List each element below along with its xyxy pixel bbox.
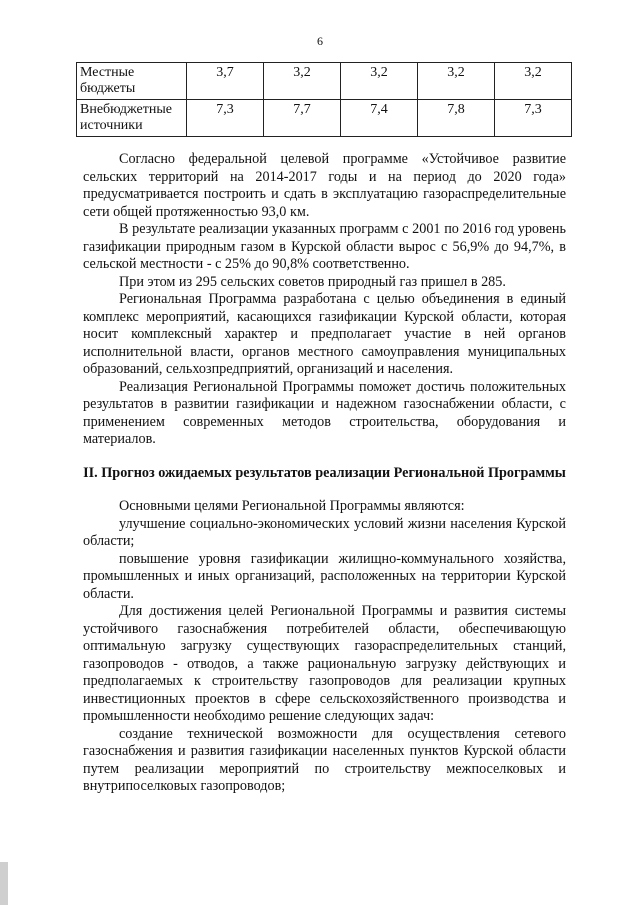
paragraph: При этом из 295 сельских советов природный газ пришел в 285. bbox=[119, 273, 506, 290]
paragraph: В результате реализации указанных программ с 2001 по 2016 год уровень газификации природным газом в Курской области вырос с 56,9% до 94,7%, в сельской местности - с 25% до 90,8% соответственно. bbox=[83, 221, 566, 272]
table-cell: 3,7 bbox=[187, 63, 264, 100]
table-row bbox=[77, 63, 572, 100]
table-cell: 3,2 bbox=[264, 63, 341, 100]
row-label: Внебюджетные источники bbox=[77, 100, 187, 137]
paragraph: Согласно федеральной целевой программе «Устойчивое развитие сельских территорий на 2014-2017 годы и на период до 2020 года» предусматривается построить и сдать в эксплуатацию газораспределительные сети общей протяженностью 93,0 км. bbox=[83, 151, 566, 220]
table-cell: 3,2 bbox=[495, 63, 572, 100]
paragraph: Региональная Программа разработана с целью объединения в единый комплекс мероприятий, касающихся газификации Курской области, которая носит комплексный характер и предполагает участие в ней органов исполнительной власти, органов местного самоуправления муниципальных образований, сельхозпредприятий, организаций и населения. bbox=[83, 291, 566, 377]
page-number: 6 bbox=[317, 34, 323, 48]
table-cell: 7,7 bbox=[264, 100, 341, 137]
table-cell: 3,2 bbox=[418, 63, 495, 100]
section-heading: II. Прогноз ожидаемых результатов реализации Региональной Программы bbox=[83, 464, 566, 481]
paragraph: создание технической возможности для осуществления сетевого газоснабжения и развития газификации населенных пунктов Курской области путем реализации мероприятий по строительству межпоселковых и внутрипоселковых газопроводов; bbox=[83, 725, 566, 794]
table-cell: 7,8 bbox=[418, 100, 495, 137]
table-cell: 7,4 bbox=[341, 100, 418, 137]
funding-table bbox=[76, 62, 572, 137]
paragraph: Реализация Региональной Программы поможет достичь положительных результатов в развитии газификации и надежном газоснабжении области, с применением современных методов строительства, оборудования и материалов. bbox=[83, 378, 566, 447]
table-cell: 7,3 bbox=[495, 100, 572, 137]
row-label: Местные бюджеты bbox=[77, 63, 187, 100]
paragraph: улучшение социально-экономических условий жизни населения Курской области; bbox=[83, 515, 566, 549]
paragraph: Основными целями Региональной Программы являются: bbox=[119, 498, 465, 514]
paragraph: повышение уровня газификации жилищно-коммунального хозяйства, промышленных и иных организаций, расположенных на территории Курской области. bbox=[83, 550, 566, 602]
paragraph: Для достижения целей Региональной Программы и развития системы устойчивого газоснабжения потребителей области, обеспечивающую оптимальную загрузку существующих газораспределительных станций, газопроводов - отводов, а также рациональную загрузку действующих и предполагаемых к строительству газопроводов для реализации крупных инвестиционных проектов в сфере сельскохозяйственного производства и промышленности необходимо решение следующих задач: bbox=[83, 603, 566, 724]
body-text bbox=[83, 151, 566, 796]
scan-edge-mark bbox=[0, 862, 8, 905]
table-cell: 3,2 bbox=[341, 63, 418, 100]
table-row bbox=[77, 100, 572, 137]
table-cell: 7,3 bbox=[187, 100, 264, 137]
